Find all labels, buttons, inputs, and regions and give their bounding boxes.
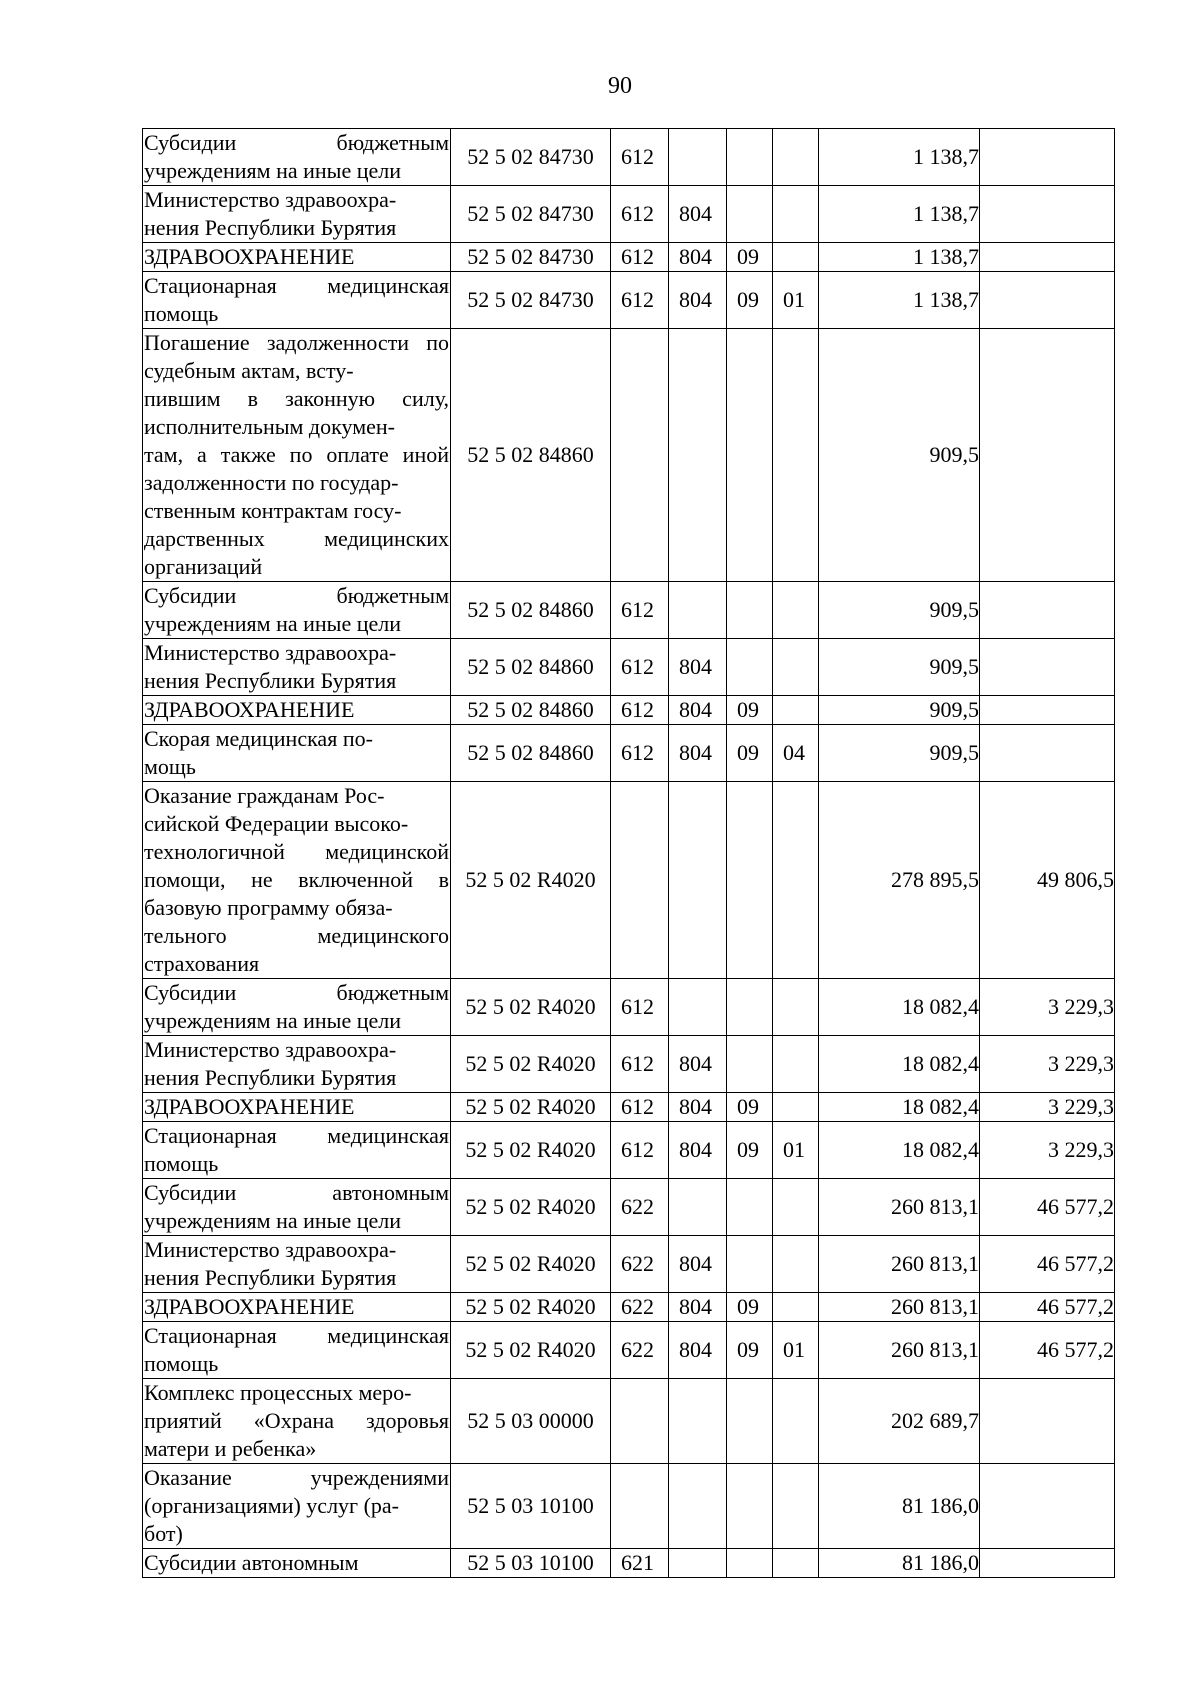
cell-code: 52 5 03 00000 bbox=[451, 1379, 611, 1464]
cell-name: ЗДРАВООХРАНЕНИЕ bbox=[143, 1093, 451, 1122]
cell-amount: 1 138,7 bbox=[819, 243, 980, 272]
cell-department: 804 bbox=[669, 243, 727, 272]
cell-subsection bbox=[773, 639, 819, 696]
cell-amount-federal bbox=[980, 725, 1115, 782]
cell-code: 52 5 02 84860 bbox=[451, 582, 611, 639]
cell-amount-federal bbox=[980, 1379, 1115, 1464]
cell-amount: 909,5 bbox=[819, 639, 980, 696]
cell-name: ЗДРАВООХРАНЕНИЕ bbox=[143, 1293, 451, 1322]
cell-code: 52 5 02 84860 bbox=[451, 725, 611, 782]
cell-subsection: 04 bbox=[773, 725, 819, 782]
cell-code: 52 5 02 84730 bbox=[451, 243, 611, 272]
cell-section bbox=[727, 186, 773, 243]
cell-amount-federal: 46 577,2 bbox=[980, 1179, 1115, 1236]
cell-section: 09 bbox=[727, 272, 773, 329]
cell-code: 52 5 02 R4020 bbox=[451, 1322, 611, 1379]
cell-amount-federal bbox=[980, 1464, 1115, 1549]
cell-amount-federal bbox=[980, 696, 1115, 725]
cell-amount: 260 813,1 bbox=[819, 1236, 980, 1293]
table-row bbox=[143, 129, 1115, 186]
cell-name: Оказание гражданам Рос- сийской Федерации высоко- технологичной медицинской помощи, не включенной в базовую программу обяза- тельного медицинского страхования bbox=[143, 782, 451, 979]
cell-code: 52 5 02 R4020 bbox=[451, 1179, 611, 1236]
cell-amount-federal: 46 577,2 bbox=[980, 1293, 1115, 1322]
cell-expense-type bbox=[611, 782, 669, 979]
cell-department: 804 bbox=[669, 696, 727, 725]
cell-name: ЗДРАВООХРАНЕНИЕ bbox=[143, 696, 451, 725]
table-row bbox=[143, 582, 1115, 639]
cell-code: 52 5 02 84860 bbox=[451, 639, 611, 696]
cell-department: 804 bbox=[669, 1236, 727, 1293]
cell-expense-type: 622 bbox=[611, 1322, 669, 1379]
cell-name: Министерство здравоохра- нения Республики Бурятия bbox=[143, 1236, 451, 1293]
cell-department bbox=[669, 782, 727, 979]
cell-amount-federal: 49 806,5 bbox=[980, 782, 1115, 979]
cell-department bbox=[669, 1464, 727, 1549]
cell-code: 52 5 02 84730 bbox=[451, 186, 611, 243]
cell-section bbox=[727, 1549, 773, 1578]
cell-section: 09 bbox=[727, 1293, 773, 1322]
cell-expense-type bbox=[611, 329, 669, 582]
cell-section bbox=[727, 1179, 773, 1236]
cell-subsection bbox=[773, 1093, 819, 1122]
cell-amount-federal: 46 577,2 bbox=[980, 1236, 1115, 1293]
cell-subsection bbox=[773, 243, 819, 272]
cell-expense-type: 622 bbox=[611, 1293, 669, 1322]
cell-expense-type: 621 bbox=[611, 1549, 669, 1578]
cell-department: 804 bbox=[669, 1322, 727, 1379]
cell-expense-type: 612 bbox=[611, 243, 669, 272]
table-row bbox=[143, 1464, 1115, 1549]
cell-name: Субсидии автономным bbox=[143, 1549, 451, 1578]
cell-amount-federal bbox=[980, 639, 1115, 696]
cell-amount-federal: 3 229,3 bbox=[980, 1093, 1115, 1122]
cell-amount-federal: 3 229,3 bbox=[980, 1122, 1115, 1179]
cell-code: 52 5 02 84860 bbox=[451, 329, 611, 582]
cell-amount: 18 082,4 bbox=[819, 979, 980, 1036]
cell-section bbox=[727, 582, 773, 639]
cell-amount-federal bbox=[980, 272, 1115, 329]
cell-amount: 81 186,0 bbox=[819, 1549, 980, 1578]
cell-amount-federal: 3 229,3 bbox=[980, 1036, 1115, 1093]
cell-amount: 909,5 bbox=[819, 329, 980, 582]
cell-expense-type: 622 bbox=[611, 1236, 669, 1293]
cell-name: Министерство здравоохра- нения Республики Бурятия bbox=[143, 186, 451, 243]
cell-subsection bbox=[773, 1379, 819, 1464]
table-row bbox=[143, 1179, 1115, 1236]
cell-department: 804 bbox=[669, 639, 727, 696]
cell-expense-type: 612 bbox=[611, 186, 669, 243]
cell-expense-type: 612 bbox=[611, 979, 669, 1036]
cell-amount-federal bbox=[980, 129, 1115, 186]
table-row bbox=[143, 1236, 1115, 1293]
cell-section bbox=[727, 639, 773, 696]
budget-table bbox=[142, 128, 1115, 1578]
table-row bbox=[143, 243, 1115, 272]
cell-amount: 909,5 bbox=[819, 582, 980, 639]
cell-expense-type: 622 bbox=[611, 1179, 669, 1236]
cell-expense-type: 612 bbox=[611, 725, 669, 782]
cell-section bbox=[727, 782, 773, 979]
table-row bbox=[143, 979, 1115, 1036]
table-row bbox=[143, 1379, 1115, 1464]
cell-department: 804 bbox=[669, 272, 727, 329]
cell-name: Министерство здравоохра- нения Республики Бурятия bbox=[143, 1036, 451, 1093]
cell-department bbox=[669, 1179, 727, 1236]
cell-expense-type: 612 bbox=[611, 1036, 669, 1093]
cell-subsection bbox=[773, 582, 819, 639]
cell-name: Комплекс процессных меро- приятий «Охрана здоровья матери и ребенка» bbox=[143, 1379, 451, 1464]
cell-name: Субсидии автономным учреждениям на иные цели bbox=[143, 1179, 451, 1236]
cell-amount-federal: 46 577,2 bbox=[980, 1322, 1115, 1379]
cell-subsection: 01 bbox=[773, 1122, 819, 1179]
cell-section: 09 bbox=[727, 725, 773, 782]
cell-expense-type: 612 bbox=[611, 129, 669, 186]
table-row bbox=[143, 1322, 1115, 1379]
cell-expense-type bbox=[611, 1379, 669, 1464]
cell-subsection bbox=[773, 1549, 819, 1578]
cell-subsection bbox=[773, 696, 819, 725]
cell-department: 804 bbox=[669, 1293, 727, 1322]
cell-amount: 909,5 bbox=[819, 696, 980, 725]
cell-section bbox=[727, 1464, 773, 1549]
cell-amount: 909,5 bbox=[819, 725, 980, 782]
table-row bbox=[143, 1549, 1115, 1578]
cell-subsection bbox=[773, 129, 819, 186]
cell-name: Министерство здравоохра- нения Республики Бурятия bbox=[143, 639, 451, 696]
cell-subsection: 01 bbox=[773, 1322, 819, 1379]
cell-amount: 260 813,1 bbox=[819, 1179, 980, 1236]
cell-department: 804 bbox=[669, 1093, 727, 1122]
table-row bbox=[143, 725, 1115, 782]
cell-department: 804 bbox=[669, 186, 727, 243]
cell-code: 52 5 03 10100 bbox=[451, 1549, 611, 1578]
cell-department bbox=[669, 1379, 727, 1464]
cell-amount-federal bbox=[980, 329, 1115, 582]
cell-name: ЗДРАВООХРАНЕНИЕ bbox=[143, 243, 451, 272]
table-row bbox=[143, 329, 1115, 582]
cell-amount-federal bbox=[980, 186, 1115, 243]
cell-department: 804 bbox=[669, 725, 727, 782]
table-row bbox=[143, 186, 1115, 243]
cell-code: 52 5 02 R4020 bbox=[451, 1293, 611, 1322]
cell-department bbox=[669, 329, 727, 582]
cell-expense-type bbox=[611, 1464, 669, 1549]
cell-department bbox=[669, 1549, 727, 1578]
cell-name: Стационарная медицинская помощь bbox=[143, 272, 451, 329]
cell-section bbox=[727, 329, 773, 582]
cell-section: 09 bbox=[727, 243, 773, 272]
table-row bbox=[143, 782, 1115, 979]
cell-amount: 18 082,4 bbox=[819, 1036, 980, 1093]
cell-amount: 1 138,7 bbox=[819, 129, 980, 186]
cell-code: 52 5 02 84730 bbox=[451, 129, 611, 186]
cell-name: Погашение задолженности по судебным актам, всту- пившим в законную силу, исполнительным докумен- там, а также по оплате иной задолженности по государ- ственным контрактам госу- дарственных медицинских организаций bbox=[143, 329, 451, 582]
table-row bbox=[143, 696, 1115, 725]
cell-amount-federal: 3 229,3 bbox=[980, 979, 1115, 1036]
table-row bbox=[143, 1093, 1115, 1122]
cell-expense-type: 612 bbox=[611, 696, 669, 725]
cell-expense-type: 612 bbox=[611, 1122, 669, 1179]
table-row bbox=[143, 1036, 1115, 1093]
cell-department bbox=[669, 979, 727, 1036]
cell-department: 804 bbox=[669, 1122, 727, 1179]
cell-name: Субсидии бюджетным учреждениям на иные цели bbox=[143, 582, 451, 639]
cell-name: Стационарная медицинская помощь bbox=[143, 1122, 451, 1179]
cell-name: Субсидии бюджетным учреждениям на иные цели bbox=[143, 129, 451, 186]
cell-subsection bbox=[773, 1464, 819, 1549]
cell-amount: 260 813,1 bbox=[819, 1293, 980, 1322]
cell-code: 52 5 02 R4020 bbox=[451, 782, 611, 979]
cell-code: 52 5 02 84860 bbox=[451, 696, 611, 725]
cell-code: 52 5 02 84730 bbox=[451, 272, 611, 329]
cell-expense-type: 612 bbox=[611, 639, 669, 696]
cell-amount-federal bbox=[980, 1549, 1115, 1578]
cell-amount: 1 138,7 bbox=[819, 272, 980, 329]
cell-amount-federal bbox=[980, 582, 1115, 639]
cell-subsection bbox=[773, 979, 819, 1036]
cell-section bbox=[727, 1236, 773, 1293]
cell-amount: 18 082,4 bbox=[819, 1122, 980, 1179]
cell-subsection bbox=[773, 1293, 819, 1322]
cell-amount: 18 082,4 bbox=[819, 1093, 980, 1122]
cell-section bbox=[727, 1379, 773, 1464]
cell-department bbox=[669, 582, 727, 639]
cell-name: Оказание учреждениями (организациями) услуг (ра- бот) bbox=[143, 1464, 451, 1549]
cell-code: 52 5 02 R4020 bbox=[451, 1093, 611, 1122]
cell-amount: 260 813,1 bbox=[819, 1322, 980, 1379]
cell-expense-type: 612 bbox=[611, 1093, 669, 1122]
table-row bbox=[143, 1293, 1115, 1322]
cell-subsection bbox=[773, 1236, 819, 1293]
cell-code: 52 5 02 R4020 bbox=[451, 979, 611, 1036]
cell-name: Стационарная медицинская помощь bbox=[143, 1322, 451, 1379]
cell-amount: 81 186,0 bbox=[819, 1464, 980, 1549]
cell-section: 09 bbox=[727, 1093, 773, 1122]
page-number: 90 bbox=[608, 73, 632, 99]
cell-subsection: 01 bbox=[773, 272, 819, 329]
cell-subsection bbox=[773, 1179, 819, 1236]
cell-expense-type: 612 bbox=[611, 582, 669, 639]
cell-subsection bbox=[773, 186, 819, 243]
cell-code: 52 5 02 R4020 bbox=[451, 1122, 611, 1179]
cell-code: 52 5 02 R4020 bbox=[451, 1036, 611, 1093]
cell-expense-type: 612 bbox=[611, 272, 669, 329]
cell-amount: 1 138,7 bbox=[819, 186, 980, 243]
cell-subsection bbox=[773, 1036, 819, 1093]
cell-section bbox=[727, 979, 773, 1036]
cell-department: 804 bbox=[669, 1036, 727, 1093]
cell-subsection bbox=[773, 329, 819, 582]
cell-section bbox=[727, 129, 773, 186]
cell-section: 09 bbox=[727, 1322, 773, 1379]
cell-section bbox=[727, 1036, 773, 1093]
cell-amount: 278 895,5 bbox=[819, 782, 980, 979]
cell-amount-federal bbox=[980, 243, 1115, 272]
cell-code: 52 5 03 10100 bbox=[451, 1464, 611, 1549]
cell-name: Субсидии бюджетным учреждениям на иные цели bbox=[143, 979, 451, 1036]
cell-department bbox=[669, 129, 727, 186]
cell-name: Скорая медицинская по- мощь bbox=[143, 725, 451, 782]
table-row bbox=[143, 639, 1115, 696]
cell-code: 52 5 02 R4020 bbox=[451, 1236, 611, 1293]
table-row bbox=[143, 1122, 1115, 1179]
cell-section: 09 bbox=[727, 1122, 773, 1179]
table-row bbox=[143, 272, 1115, 329]
cell-section: 09 bbox=[727, 696, 773, 725]
cell-subsection bbox=[773, 782, 819, 979]
cell-amount: 202 689,7 bbox=[819, 1379, 980, 1464]
table-body bbox=[143, 129, 1115, 1578]
